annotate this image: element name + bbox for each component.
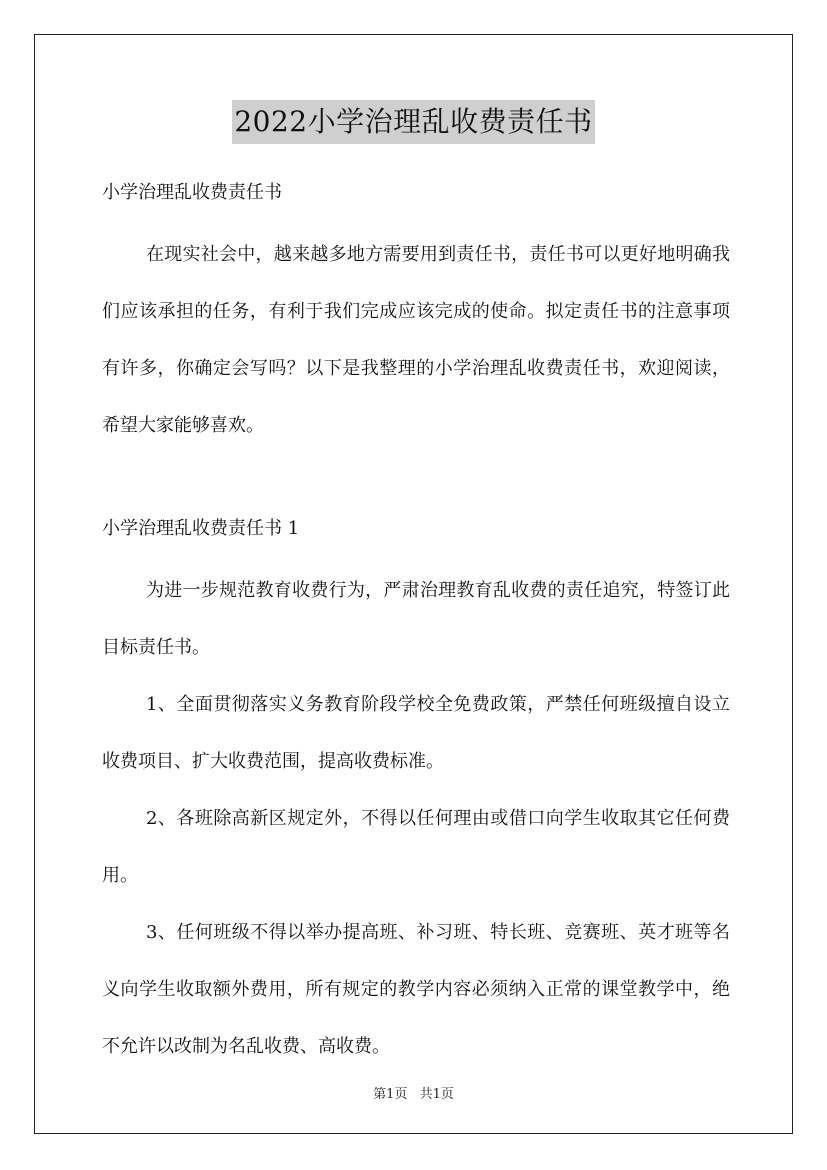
intro-heading: 小学治理乱收费责任书 — [102, 182, 282, 203]
document-body — [102, 178, 730, 1075]
section-paragraph: 为进一步规范教育收费行为，严肃治理教育乱收费的责任追究，特签订此目标责任书。 — [102, 580, 730, 658]
title-container — [0, 100, 827, 144]
section-paragraph: 2、各班除高新区规定外，不得以任何理由或借口向学生收取其它任何费用。 — [102, 808, 730, 886]
page-total: 共1页 — [419, 1087, 454, 1102]
section-paragraph: 1、全面贯彻落实义务教育阶段学校全免费政策，严禁任何班级擅自设立收费项目、扩大收费范围，提高收费标准。 — [102, 694, 730, 772]
page-number: 第1页 — [373, 1087, 408, 1102]
section-heading: 小学治理乱收费责任书 1 — [102, 518, 300, 539]
document-title: 2022小学治理乱收费责任书 — [232, 100, 594, 144]
intro-paragraph: 在现实社会中，越来越多地方需要用到责任书，责任书可以更好地明确我们应该承担的任务，有利于我们完成应该完成的使命。拟定责任书的注意事项有许多，你确定会写吗？以下是我整理的小学治理乱收费责任书，欢迎阅读，希望大家能够喜欢。 — [102, 244, 730, 436]
page-footer — [0, 1083, 827, 1102]
section-paragraph: 3、任何班级不得以举办提高班、补习班、特长班、竞赛班、英才班等名义向学生收取额外费用，所有规定的教学内容必须纳入正常的课堂教学中，绝不允许以改制为名乱收费、高收费。 — [102, 922, 730, 1057]
